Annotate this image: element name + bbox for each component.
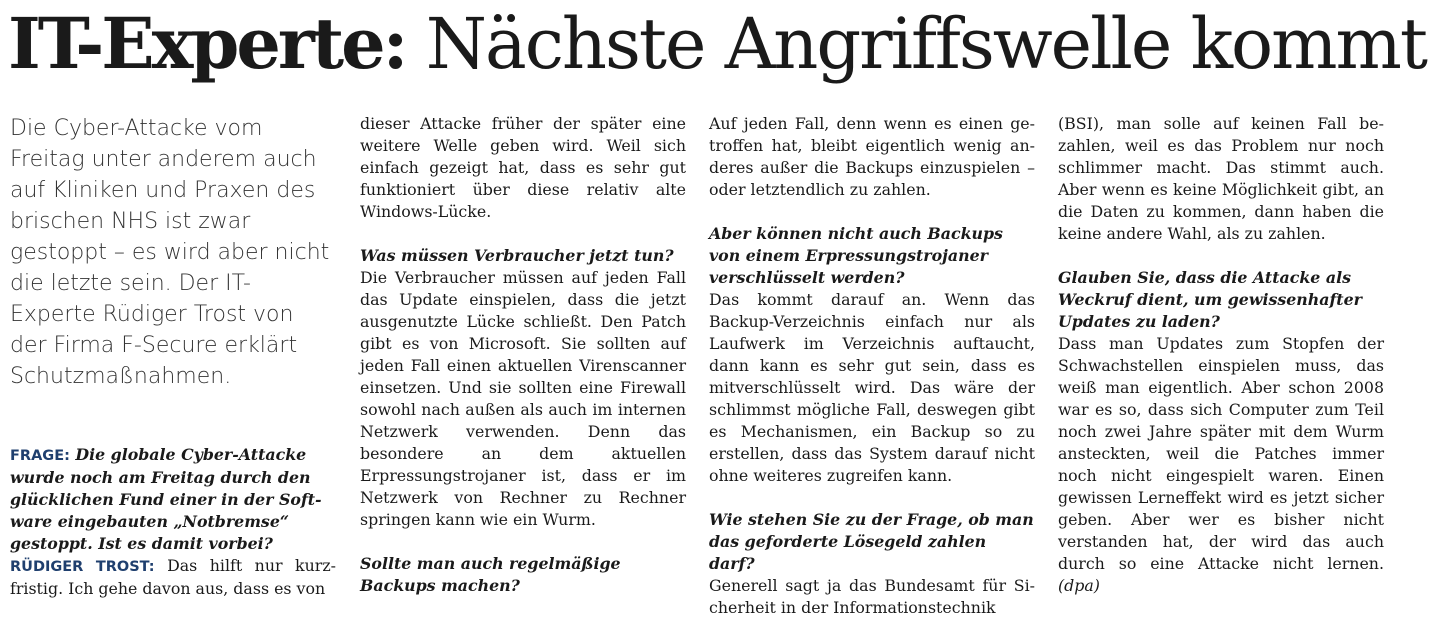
question: Was müssen Verbraucher jetzt tun? [360, 246, 674, 265]
headline [8, 2, 1426, 86]
paragraph: Das kommt darauf an. Wenn das Backup-Verzeichnis einfach nur als Laufwerk im Verzeichnis auftaucht, dann kann es sehr gut sein, dass es mitverschlüsselt wird. Das wäre der schlimmst mögliche Fall, deswegen gibt es Mechanismen, ein Backup so zu erstellen, dass das System darauf nicht ohne weiteres zugreifen kann. [709, 290, 1035, 485]
answer-label: RÜDIGER TROST: [10, 559, 155, 575]
paragraph: Generell sagt ja das Bundesamt für Sicherheit in der Informationstechnik [709, 576, 1035, 617]
question-label: FRAGE: [10, 448, 70, 464]
paragraph: dieser Attacke früher der später eine weitere Welle geben wird. Weil sich einfach gezeigt hat, dass es sehr gut funktioniert über diese relativ alte Windows-Lücke. [360, 114, 686, 221]
source-credit: (dpa) [1058, 576, 1100, 595]
question: Wie stehen Sie zu der Frage, ob man das geforderte Lösegeld zahlen darf? [709, 510, 1034, 573]
column-4 [1058, 113, 1384, 597]
column-2 [360, 113, 686, 597]
paragraph: Auf jeden Fall, denn wenn es einen getroffen hat, bleibt eigentlich wenig anderes außer die Backups einzuspielen – oder letztendlich zu zahlen. [709, 114, 1035, 199]
question: Glauben Sie, dass die Attacke als Weckruf dient, um gewissenhafter Updates zu laden? [1058, 268, 1362, 331]
question-1 [10, 444, 336, 555]
paragraph: Die Verbraucher müssen auf jeden Fall das Update einspielen, dass die jetzt ausgenutzte Lücke schließt. Den Patch gibt es von Microsoft. Sie sollten auf jeden Fall einen aktuellen Virenscanner einsetzen. Und sie sollten eine Firewall sowohl nach außen als auch im internen Netzwerk verwenden. Denn das besondere an dem aktuellen Erpressungstrojaner ist, dass er im Netzwerk von Rechner zu Rechner springen kann wie ein Wurm. [360, 268, 686, 529]
column-3 [709, 113, 1035, 619]
paragraph: (BSI), man solle auf keinen Fall bezahlen, weil es das Problem nur noch schlimmer macht. Das stimmt auch. Aber wenn es keine Möglichkeit gibt, an die Daten zu kommen, dann haben die keine andere Wahl, als zu zahlen. [1058, 114, 1384, 243]
answer-1 [10, 555, 336, 600]
column-1 [10, 444, 336, 600]
headline-light: Nächste Angriffswelle kommt [425, 3, 1427, 85]
headline-bold: IT-Experte: [8, 2, 406, 85]
answer-text: Das hilft nur kurzfristig. Ich gehe davon aus, dass es von [10, 556, 337, 598]
question: Sollte man auch regelmäßige Backups machen? [360, 554, 621, 595]
question: Aber können nicht auch Backups von einem Erpressungstrojaner verschlüsselt werden? [709, 224, 1003, 287]
question-text: Die globale Cyber-Attacke wurde noch am Freitag durch den glücklichen Fund einer in der Software eingebauten „Notbremse“ gestoppt. Ist es damit vorbei? [10, 445, 322, 553]
lead-paragraph: Die Cyber-Attacke vom Freitag unter anderem auch auf Kliniken und Praxen des brischen NHS ist zwar gestoppt – es wird aber nicht die letzte sein. Der IT-Experte Rüdiger Trost von der Firma F-Secure erklärt Schutzmaßnahmen. [10, 116, 330, 389]
paragraph-text: Dass man Updates zum Stopfen der Schwachstellen einspielen muss, das weiß man eigentlich. Aber schon 2008 war es so, dass sich Computer zum Teil noch zwei Jahre später mit dem Wurm ansteckten, weil die Patches immer noch nicht eingespielt waren. Einen gewissen Lerneffekt wird es jetzt sicher geben. Aber wer es bisher nicht verstanden hat, der wird das auch durch so eine Attacke nicht lernen. [1058, 334, 1384, 573]
paragraph [1058, 333, 1384, 597]
